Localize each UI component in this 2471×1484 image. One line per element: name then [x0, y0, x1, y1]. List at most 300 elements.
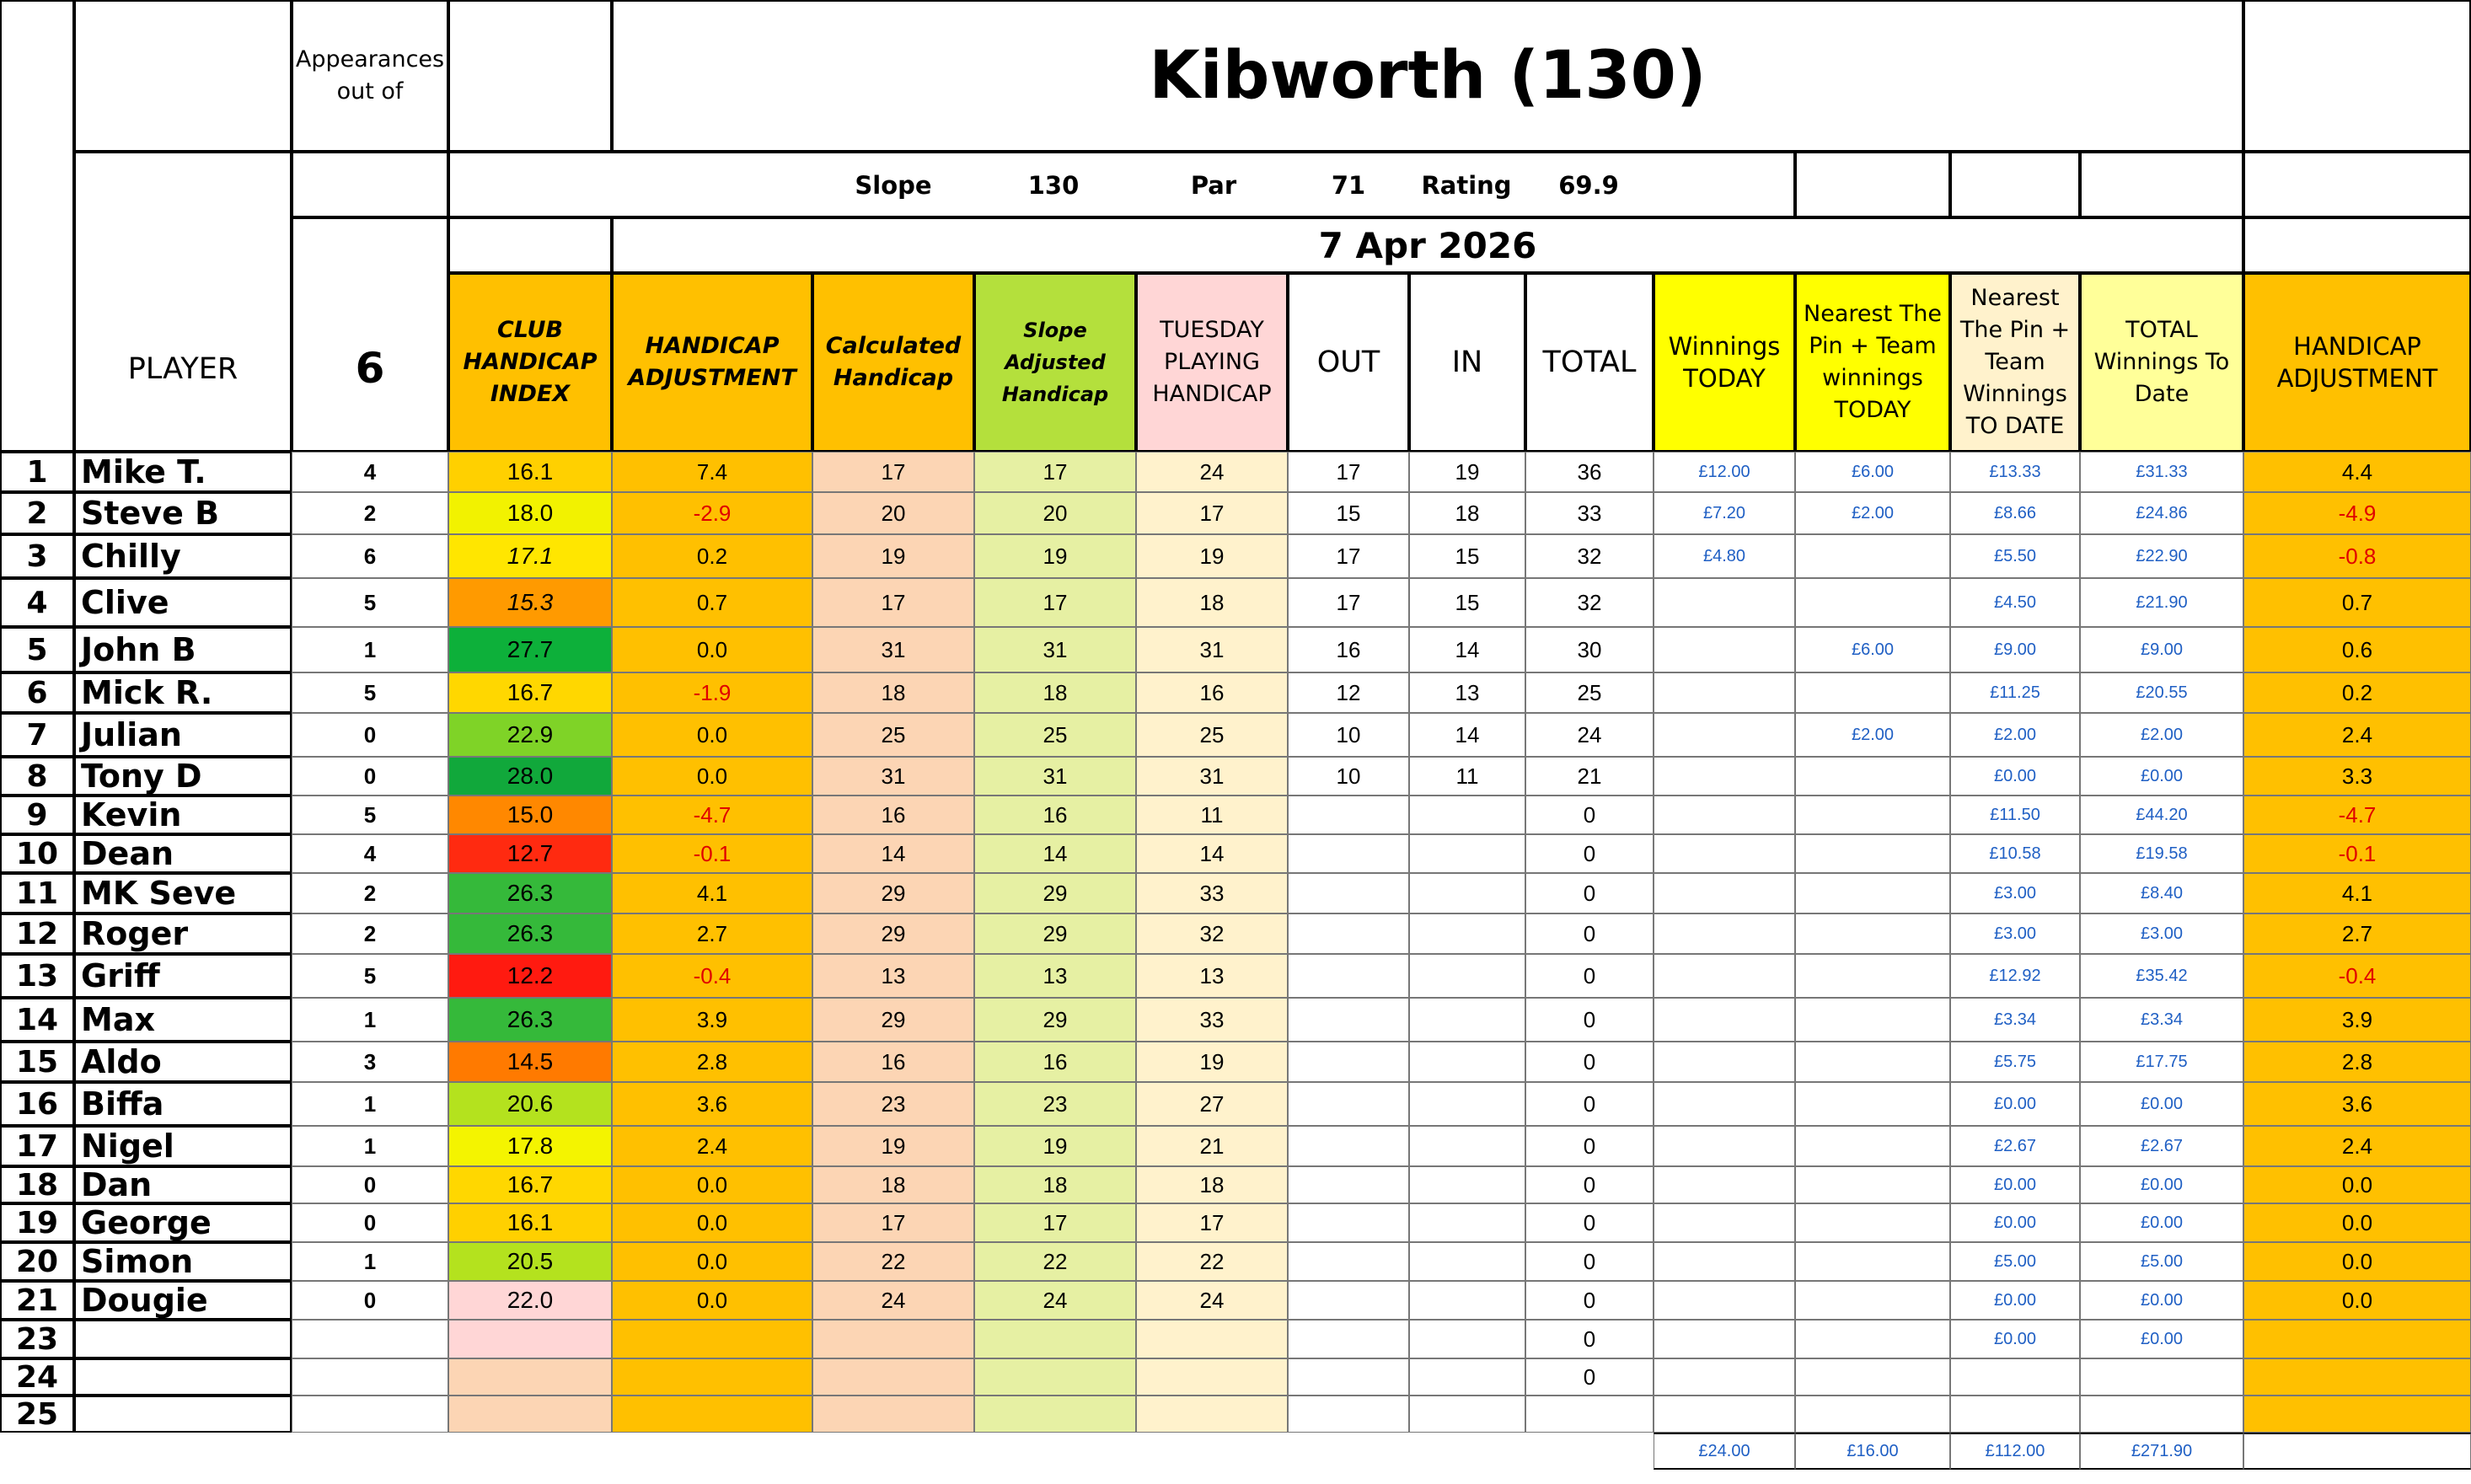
tuesday-handicap: 31 — [1136, 627, 1288, 672]
out-score — [1288, 1396, 1409, 1433]
handicap-adjustment-2: 0.0 — [2243, 1166, 2471, 1203]
handicap-adjustment: 0.0 — [612, 1166, 812, 1203]
date-side — [2243, 217, 2471, 273]
handicap-adjustment-2: 3.6 — [2243, 1082, 2471, 1126]
handicap-adjustment-2: 3.9 — [2243, 998, 2471, 1042]
row-number: 9 — [0, 796, 74, 834]
in-score — [1409, 1203, 1525, 1242]
handicap-adjustment: 2.4 — [612, 1126, 812, 1166]
winnings-today — [1654, 1042, 1795, 1082]
club-index: 17.1 — [448, 534, 612, 578]
handicap-adjustment-2: -4.9 — [2243, 492, 2471, 534]
tuesday-header: TUESDAY PLAYING HANDICAP — [1136, 273, 1288, 452]
club-index: 15.3 — [448, 578, 612, 627]
out-score — [1288, 1203, 1409, 1242]
handicap-adjustment-2: 4.4 — [2243, 452, 2471, 492]
appearances-value: 6 — [292, 217, 448, 452]
handicap-adjustment: 2.7 — [612, 913, 812, 954]
handicap-adjustment: 0.0 — [612, 627, 812, 672]
ntp-today — [1795, 757, 1950, 796]
total-to-date: £0.00 — [2080, 1166, 2243, 1203]
player-name: Mike T. — [74, 452, 292, 492]
total-to-date: £0.00 — [2080, 1203, 2243, 1242]
club-index: 22.0 — [448, 1281, 612, 1320]
club-index: 12.2 — [448, 954, 612, 998]
club-index — [448, 1358, 612, 1396]
slope-adjusted-handicap: 16 — [974, 796, 1136, 834]
total-to-date — [2080, 1396, 2243, 1433]
handicap-adjustment — [612, 1358, 812, 1396]
handicap-adjustment: 0.0 — [612, 1281, 812, 1320]
slope-label: Slope — [855, 171, 932, 200]
slope-adjusted-handicap: 31 — [974, 757, 1136, 796]
out-score — [1288, 954, 1409, 998]
total-score: 0 — [1525, 1281, 1654, 1320]
player-name: Roger — [74, 913, 292, 954]
player-name: Dan — [74, 1166, 292, 1203]
player-name: Biffa — [74, 1082, 292, 1126]
appearances: 0 — [292, 1203, 448, 1242]
slope-adjusted-handicap: 23 — [974, 1082, 1136, 1126]
total-score: 0 — [1525, 796, 1654, 834]
handicap-adjustment — [612, 1396, 812, 1433]
slope-adjusted-handicap: 29 — [974, 873, 1136, 913]
info-blank-2 — [1795, 152, 1950, 217]
slope-adjusted-handicap: 13 — [974, 954, 1136, 998]
ntp-today: £6.00 — [1795, 452, 1950, 492]
out-score — [1288, 1358, 1409, 1396]
slope-adjusted-handicap: 19 — [974, 534, 1136, 578]
slope-adjusted-handicap: 22 — [974, 1242, 1136, 1281]
total-to-date: £17.75 — [2080, 1042, 2243, 1082]
ntp-to-date: £13.33 — [1950, 452, 2080, 492]
player-name: Chilly — [74, 534, 292, 578]
total-blank — [2243, 1433, 2471, 1470]
handicap-adjustment-2: 0.6 — [2243, 627, 2471, 672]
total-score: 21 — [1525, 757, 1654, 796]
in-score — [1409, 1242, 1525, 1281]
total-score: 0 — [1525, 1082, 1654, 1126]
total-to-date: £0.00 — [2080, 757, 2243, 796]
calculated-handicap: 14 — [812, 834, 974, 873]
calculated-handicap: 17 — [812, 1203, 974, 1242]
total-score: 0 — [1525, 1242, 1654, 1281]
club-index: 18.0 — [448, 492, 612, 534]
in-score — [1409, 1320, 1525, 1358]
total-to-date — [2080, 1358, 2243, 1396]
row-number: 4 — [0, 578, 74, 627]
calculated-handicap: 17 — [812, 452, 974, 492]
calculated-handicap: 23 — [812, 1082, 974, 1126]
par-value: 71 — [1331, 171, 1366, 200]
slope-adjusted-handicap: 29 — [974, 913, 1136, 954]
tuesday-handicap: 24 — [1136, 1281, 1288, 1320]
winnings-today — [1654, 672, 1795, 713]
total-total-to-date: £271.90 — [2080, 1433, 2243, 1470]
handicap-adjustment-2: 0.2 — [2243, 672, 2471, 713]
out-score — [1288, 873, 1409, 913]
total-to-date: £0.00 — [2080, 1281, 2243, 1320]
in-score — [1409, 1358, 1525, 1396]
handicap-adjustment: -2.9 — [612, 492, 812, 534]
out-score: 10 — [1288, 713, 1409, 757]
player-name: John B — [74, 627, 292, 672]
ntp-today — [1795, 1126, 1950, 1166]
appearances — [292, 1320, 448, 1358]
row-number: 7 — [0, 713, 74, 757]
row-number: 19 — [0, 1203, 74, 1242]
out-score: 17 — [1288, 452, 1409, 492]
ntp-to-date: £2.67 — [1950, 1126, 2080, 1166]
handicap-adjustment-2: 0.0 — [2243, 1203, 2471, 1242]
tuesday-handicap: 17 — [1136, 1203, 1288, 1242]
club-index: 28.0 — [448, 757, 612, 796]
winnings-today — [1654, 1281, 1795, 1320]
ntp-today — [1795, 954, 1950, 998]
club-index: 20.5 — [448, 1242, 612, 1281]
appearances: 6 — [292, 534, 448, 578]
club-index: 17.8 — [448, 1126, 612, 1166]
row-number: 13 — [0, 954, 74, 998]
player-name — [74, 1320, 292, 1358]
row-number: 20 — [0, 1242, 74, 1281]
handicap-adjustment: -0.4 — [612, 954, 812, 998]
total-header: TOTAL — [1525, 273, 1654, 452]
tuesday-handicap: 21 — [1136, 1126, 1288, 1166]
handicap-adjustment: 7.4 — [612, 452, 812, 492]
row-number: 18 — [0, 1166, 74, 1203]
ntp-to-date: £11.50 — [1950, 796, 2080, 834]
tuesday-handicap — [1136, 1396, 1288, 1433]
corner-cell — [0, 0, 74, 452]
row-number: 5 — [0, 627, 74, 672]
player-name: George — [74, 1203, 292, 1242]
slope-value: 130 — [1027, 171, 1080, 200]
ntp-today — [1795, 1042, 1950, 1082]
handicap-adjustment: 0.0 — [612, 1242, 812, 1281]
in-score — [1409, 1042, 1525, 1082]
in-score: 14 — [1409, 713, 1525, 757]
in-score — [1409, 913, 1525, 954]
winnings-today — [1654, 796, 1795, 834]
club-index: 16.7 — [448, 1166, 612, 1203]
total-win-today: £24.00 — [1654, 1433, 1795, 1470]
player-name: Dougie — [74, 1281, 292, 1320]
total-score: 33 — [1525, 492, 1654, 534]
handicap-adjustment-2 — [2243, 1358, 2471, 1396]
in-score — [1409, 998, 1525, 1042]
appearances — [292, 1358, 448, 1396]
total-to-date: £0.00 — [2080, 1320, 2243, 1358]
appearances: 1 — [292, 1126, 448, 1166]
appearances: 0 — [292, 757, 448, 796]
calculated-handicap: 18 — [812, 672, 974, 713]
player-top-cell — [74, 0, 292, 152]
calculated-handicap: 25 — [812, 713, 974, 757]
club-index: 16.1 — [448, 1203, 612, 1242]
out-score: 15 — [1288, 492, 1409, 534]
total-score: 30 — [1525, 627, 1654, 672]
winnings-today — [1654, 578, 1795, 627]
calculated-handicap: 13 — [812, 954, 974, 998]
club-index: 20.6 — [448, 1082, 612, 1126]
appearances: 5 — [292, 578, 448, 627]
ntp-today-header: Nearest The Pin + Team winnings TODAY — [1795, 273, 1950, 452]
appearances: 2 — [292, 913, 448, 954]
total-score: 32 — [1525, 534, 1654, 578]
appearances: 1 — [292, 998, 448, 1042]
row-number: 1 — [0, 452, 74, 492]
handicap-adjustment: 0.0 — [612, 757, 812, 796]
total-to-date: £21.90 — [2080, 578, 2243, 627]
appearances: 4 — [292, 834, 448, 873]
ntp-to-date: £9.00 — [1950, 627, 2080, 672]
in-score: 14 — [1409, 627, 1525, 672]
player-name: MK Seve — [74, 873, 292, 913]
total-to-date: £9.00 — [2080, 627, 2243, 672]
in-score — [1409, 834, 1525, 873]
winnings-today — [1654, 713, 1795, 757]
calculated-handicap: 31 — [812, 627, 974, 672]
tuesday-handicap: 24 — [1136, 452, 1288, 492]
club-index: 16.7 — [448, 672, 612, 713]
ntp-today — [1795, 873, 1950, 913]
total-score — [1525, 1396, 1654, 1433]
tuesday-handicap: 13 — [1136, 954, 1288, 998]
tuesday-handicap: 33 — [1136, 873, 1288, 913]
total-score: 0 — [1525, 873, 1654, 913]
player-name: Julian — [74, 713, 292, 757]
row-number: 11 — [0, 873, 74, 913]
player-name: Aldo — [74, 1042, 292, 1082]
total-to-date: £24.86 — [2080, 492, 2243, 534]
row-number: 8 — [0, 757, 74, 796]
handicap-adjustment-2: 2.4 — [2243, 713, 2471, 757]
total-score: 0 — [1525, 1042, 1654, 1082]
in-score: 15 — [1409, 578, 1525, 627]
handicap-adjustment: -0.1 — [612, 834, 812, 873]
player-name — [74, 1396, 292, 1433]
calculated-handicap: 17 — [812, 578, 974, 627]
date-banner: 7 Apr 2026 — [612, 217, 2243, 273]
out-score — [1288, 1126, 1409, 1166]
calculated-header: Calculated Handicap — [812, 273, 974, 452]
ntp-today: £6.00 — [1795, 627, 1950, 672]
total-score: 24 — [1525, 713, 1654, 757]
ntp-today — [1795, 1082, 1950, 1126]
slope-adjusted-handicap: 24 — [974, 1281, 1136, 1320]
out-score: 17 — [1288, 578, 1409, 627]
ntp-today: £2.00 — [1795, 492, 1950, 534]
tuesday-handicap: 19 — [1136, 534, 1288, 578]
handicap-adjustment-2: 3.3 — [2243, 757, 2471, 796]
total-to-date: £44.20 — [2080, 796, 2243, 834]
winnings-today — [1654, 1126, 1795, 1166]
player-name — [74, 1358, 292, 1396]
tuesday-handicap: 25 — [1136, 713, 1288, 757]
calculated-handicap: 16 — [812, 1042, 974, 1082]
slope-adjusted-handicap: 29 — [974, 998, 1136, 1042]
total-score: 0 — [1525, 1358, 1654, 1396]
total-score: 0 — [1525, 1203, 1654, 1242]
in-score — [1409, 954, 1525, 998]
ntp-to-date: £5.50 — [1950, 534, 2080, 578]
handicap-adjustment-2 — [2243, 1320, 2471, 1358]
slope-adjusted-handicap: 18 — [974, 1166, 1136, 1203]
ntp-to-date-header: Nearest The Pin + Team Winnings TO DATE — [1950, 273, 2080, 452]
in-score — [1409, 796, 1525, 834]
slope-adjusted-handicap: 17 — [974, 578, 1136, 627]
winnings-today — [1654, 1242, 1795, 1281]
total-to-date: £2.00 — [2080, 713, 2243, 757]
info-blank-5 — [2243, 152, 2471, 217]
ntp-to-date: £11.25 — [1950, 672, 2080, 713]
club-index: 27.7 — [448, 627, 612, 672]
winnings-today — [1654, 1358, 1795, 1396]
appearances: 1 — [292, 1082, 448, 1126]
ntp-to-date: £5.00 — [1950, 1242, 2080, 1281]
handicap-adjustment-2: 0.7 — [2243, 578, 2471, 627]
appearances: 1 — [292, 1242, 448, 1281]
handicap-adjustment-2: -0.1 — [2243, 834, 2471, 873]
ntp-today — [1795, 1166, 1950, 1203]
appearances: 3 — [292, 1042, 448, 1082]
total-score: 36 — [1525, 452, 1654, 492]
total-to-date: £22.90 — [2080, 534, 2243, 578]
ntp-to-date: £5.75 — [1950, 1042, 2080, 1082]
out-score: 10 — [1288, 757, 1409, 796]
total-to-date: £8.40 — [2080, 873, 2243, 913]
info-blank-3 — [1950, 152, 2080, 217]
total-to-date: £31.33 — [2080, 452, 2243, 492]
ntp-to-date: £4.50 — [1950, 578, 2080, 627]
club-index: 26.3 — [448, 873, 612, 913]
ntp-to-date — [1950, 1358, 2080, 1396]
handicap-adjustment-2: 0.0 — [2243, 1281, 2471, 1320]
handicap-adjustment-2: -4.7 — [2243, 796, 2471, 834]
handicap-adjustment: 0.0 — [612, 713, 812, 757]
handicap-adjustment: 0.0 — [612, 1203, 812, 1242]
club-index: 15.0 — [448, 796, 612, 834]
winnings-today — [1654, 1203, 1795, 1242]
calculated-handicap: 24 — [812, 1281, 974, 1320]
row-number: 17 — [0, 1126, 74, 1166]
winnings-today — [1654, 873, 1795, 913]
tuesday-handicap — [1136, 1320, 1288, 1358]
out-score: 17 — [1288, 534, 1409, 578]
total-score: 0 — [1525, 1320, 1654, 1358]
in-score — [1409, 1281, 1525, 1320]
rating-label: Rating — [1421, 171, 1512, 200]
ntp-to-date: £0.00 — [1950, 757, 2080, 796]
total-score: 25 — [1525, 672, 1654, 713]
slope-adjusted-handicap: 17 — [974, 452, 1136, 492]
in-score — [1409, 1126, 1525, 1166]
player-name: Griff — [74, 954, 292, 998]
out-header: OUT — [1288, 273, 1409, 452]
tuesday-handicap: 11 — [1136, 796, 1288, 834]
tuesday-handicap: 33 — [1136, 998, 1288, 1042]
par-label: Par — [1190, 171, 1237, 200]
appearances: 0 — [292, 1166, 448, 1203]
appearances: 4 — [292, 452, 448, 492]
total-score: 0 — [1525, 998, 1654, 1042]
out-score — [1288, 1320, 1409, 1358]
handicap-adjustment-2: 4.1 — [2243, 873, 2471, 913]
row-number: 14 — [0, 998, 74, 1042]
club-index: 26.3 — [448, 913, 612, 954]
player-name: Dean — [74, 834, 292, 873]
slope-adjusted-handicap — [974, 1396, 1136, 1433]
ntp-to-date: £3.00 — [1950, 913, 2080, 954]
player-name: Kevin — [74, 796, 292, 834]
appearances: 2 — [292, 492, 448, 534]
player-name: Mick R. — [74, 672, 292, 713]
row-number: 3 — [0, 534, 74, 578]
handicap-adjustment: 0.7 — [612, 578, 812, 627]
sheet-title: Kibworth (130) — [612, 0, 2243, 152]
slope-adjusted-handicap: 16 — [974, 1042, 1136, 1082]
appearances: 5 — [292, 954, 448, 998]
handicap-adjustment-2: 0.0 — [2243, 1242, 2471, 1281]
handicap-adjustment — [612, 1320, 812, 1358]
tuesday-handicap — [1136, 1358, 1288, 1396]
row-number: 24 — [0, 1358, 74, 1396]
appearances-label: Appearances out of — [292, 0, 448, 152]
club-index: 26.3 — [448, 998, 612, 1042]
winnings-today — [1654, 998, 1795, 1042]
tuesday-handicap: 18 — [1136, 578, 1288, 627]
info-blank-1 — [292, 152, 448, 217]
ntp-today — [1795, 672, 1950, 713]
winnings-today: £4.80 — [1654, 534, 1795, 578]
row-number: 15 — [0, 1042, 74, 1082]
tuesday-handicap: 17 — [1136, 492, 1288, 534]
tuesday-handicap: 16 — [1136, 672, 1288, 713]
slope-adjusted-handicap: 14 — [974, 834, 1136, 873]
handicap-adjustment-2 — [2243, 1396, 2471, 1433]
calculated-handicap: 19 — [812, 534, 974, 578]
total-score: 0 — [1525, 834, 1654, 873]
calculated-handicap: 29 — [812, 998, 974, 1042]
player-name: Max — [74, 998, 292, 1042]
calculated-handicap: 16 — [812, 796, 974, 834]
slope-adjusted-handicap: 19 — [974, 1126, 1136, 1166]
ntp-to-date: £12.92 — [1950, 954, 2080, 998]
club-index — [448, 1320, 612, 1358]
winnings-today — [1654, 627, 1795, 672]
appearances — [292, 1396, 448, 1433]
in-score — [1409, 1082, 1525, 1126]
in-score: 15 — [1409, 534, 1525, 578]
appearances: 5 — [292, 796, 448, 834]
ntp-today — [1795, 1358, 1950, 1396]
club-index: 22.9 — [448, 713, 612, 757]
ntp-to-date — [1950, 1396, 2080, 1433]
winnings-today: £7.20 — [1654, 492, 1795, 534]
ntp-today — [1795, 1203, 1950, 1242]
tuesday-handicap: 32 — [1136, 913, 1288, 954]
slope-adjusted-handicap — [974, 1358, 1136, 1396]
handicap-adjustment-2: 2.4 — [2243, 1126, 2471, 1166]
total-to-date: £19.58 — [2080, 834, 2243, 873]
ntp-to-date: £0.00 — [1950, 1320, 2080, 1358]
row-number: 25 — [0, 1396, 74, 1433]
tuesday-handicap: 27 — [1136, 1082, 1288, 1126]
slope-adjusted-handicap: 20 — [974, 492, 1136, 534]
row-number: 10 — [0, 834, 74, 873]
calculated-handicap — [812, 1396, 974, 1433]
